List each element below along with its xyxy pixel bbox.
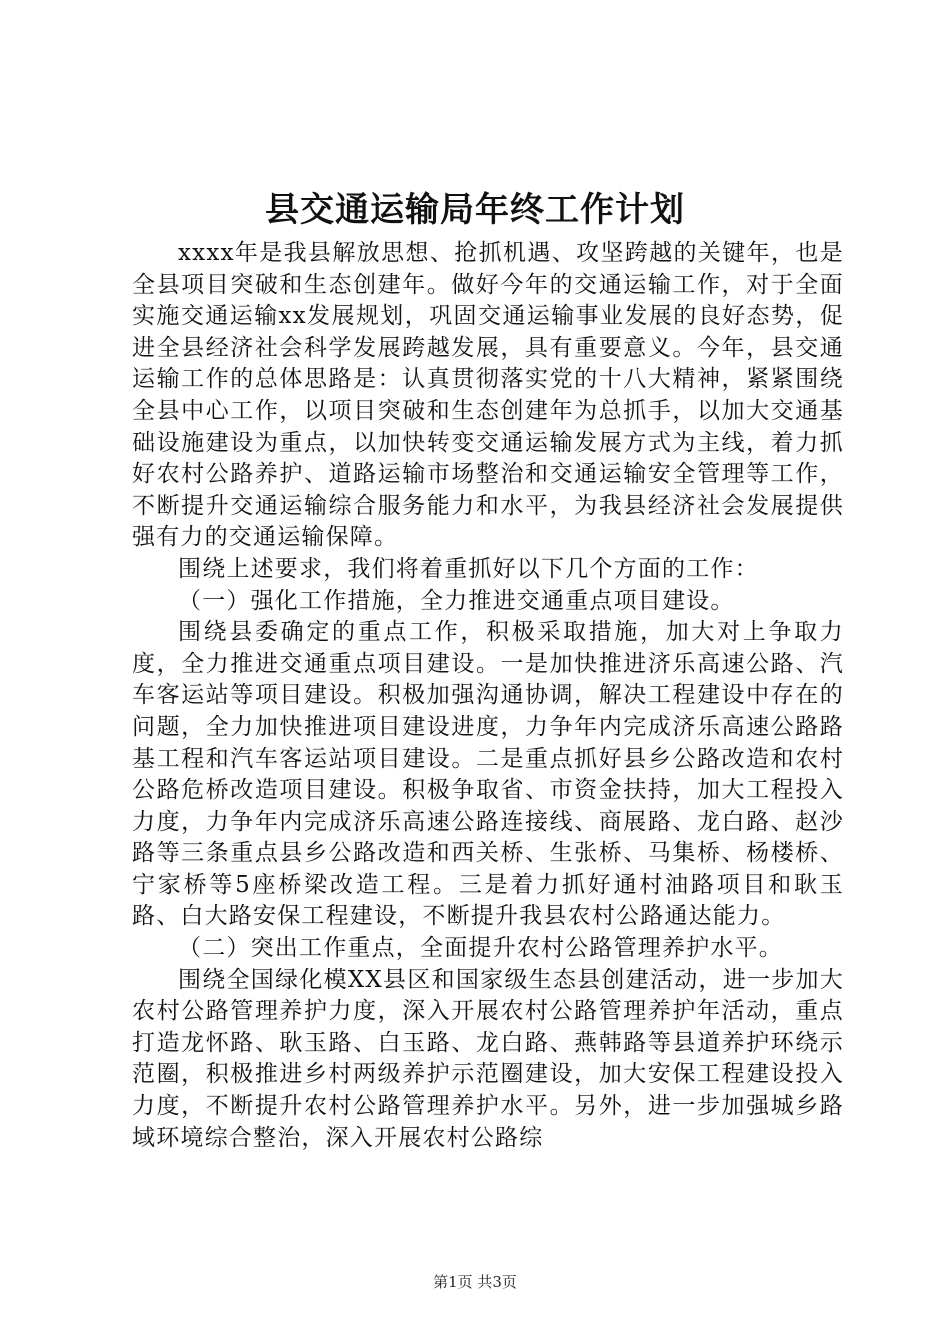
section-2-paragraph: 围绕全国绿化模XX县区和国家级生态县创建活动，进一步加大农村公路管理养护力度，深入开展农村公路管理养护年活动，重点打造龙怀路、耿玉路、白玉路、龙白路、燕韩路等县道养护环绕示范圈，积极推进乡村两级养护示范圈建设，加大安保工程建设投入力度，不断提升农村公路管理养护水平。另外，进一步加强城乡路域环境综合整治，深入开展农村公路综	[132, 966, 844, 1151]
section-1-paragraph: 围绕县委确定的重点工作，积极采取措施，加大对上争取力度，全力推进交通重点项目建设。一是加快推进济乐高速公路、汽车客运站等项目建设。积极加强沟通协调，解决工程建设中存在的问题，全力加快推进项目建设进度，力争年内完成济乐高速公路路基工程和汽车客运站项目建设。二是重点抓好县乡公路改造和农村公路危桥改造项目建设。积极争取省、市资金扶持，加大工程投入力度，力争年内完成济乐高速公路连接线、商展路、龙白路、赵沙路等三条重点县乡公路改造和西关桥、生张桥、马集桥、杨楼桥、宁家桥等5座桥梁改造工程。三是着力抓好通村油路项目和耿玉路、白大路安保工程建设，不断提升我县农村公路通达能力。	[132, 619, 844, 930]
summary-paragraph: 围绕上述要求，我们将着重抓好以下几个方面的工作：	[178, 555, 759, 582]
document-title: 县交通运输局年终工作计划	[265, 190, 685, 230]
document-body	[132, 238, 844, 1154]
section-heading-2: （二）突出工作重点，全面提升农村公路管理养护水平。	[178, 935, 783, 962]
intro-paragraph: xxxx年是我县解放思想、抢抓机遇、攻坚跨越的关键年，也是全县项目突破和生态创建年。做好今年的交通运输工作，对于全面实施交通运输xx发展规划，巩固交通运输事业发展的良好态势，促进全县经济社会科学发展跨越发展，具有重要意义。今年，县交通运输工作的总体思路是：认真贯彻落实党的十八大精神，紧紧围绕全县中心工作，以项目突破和生态创建年为总抓手，以加大交通基础设施建设为重点，以加快转变交通运输发展方式为主线，着力抓好农村公路养护、道路运输市场整治和交通运输安全管理等工作，不断提升交通运输综合服务能力和水平，为我县经济社会发展提供强有力的交通运输保障。	[132, 240, 844, 551]
page-footer: 第1页 共3页	[433, 1273, 517, 1291]
section-heading-1: （一）强化工作措施，全力推进交通重点项目建设。	[178, 587, 735, 614]
